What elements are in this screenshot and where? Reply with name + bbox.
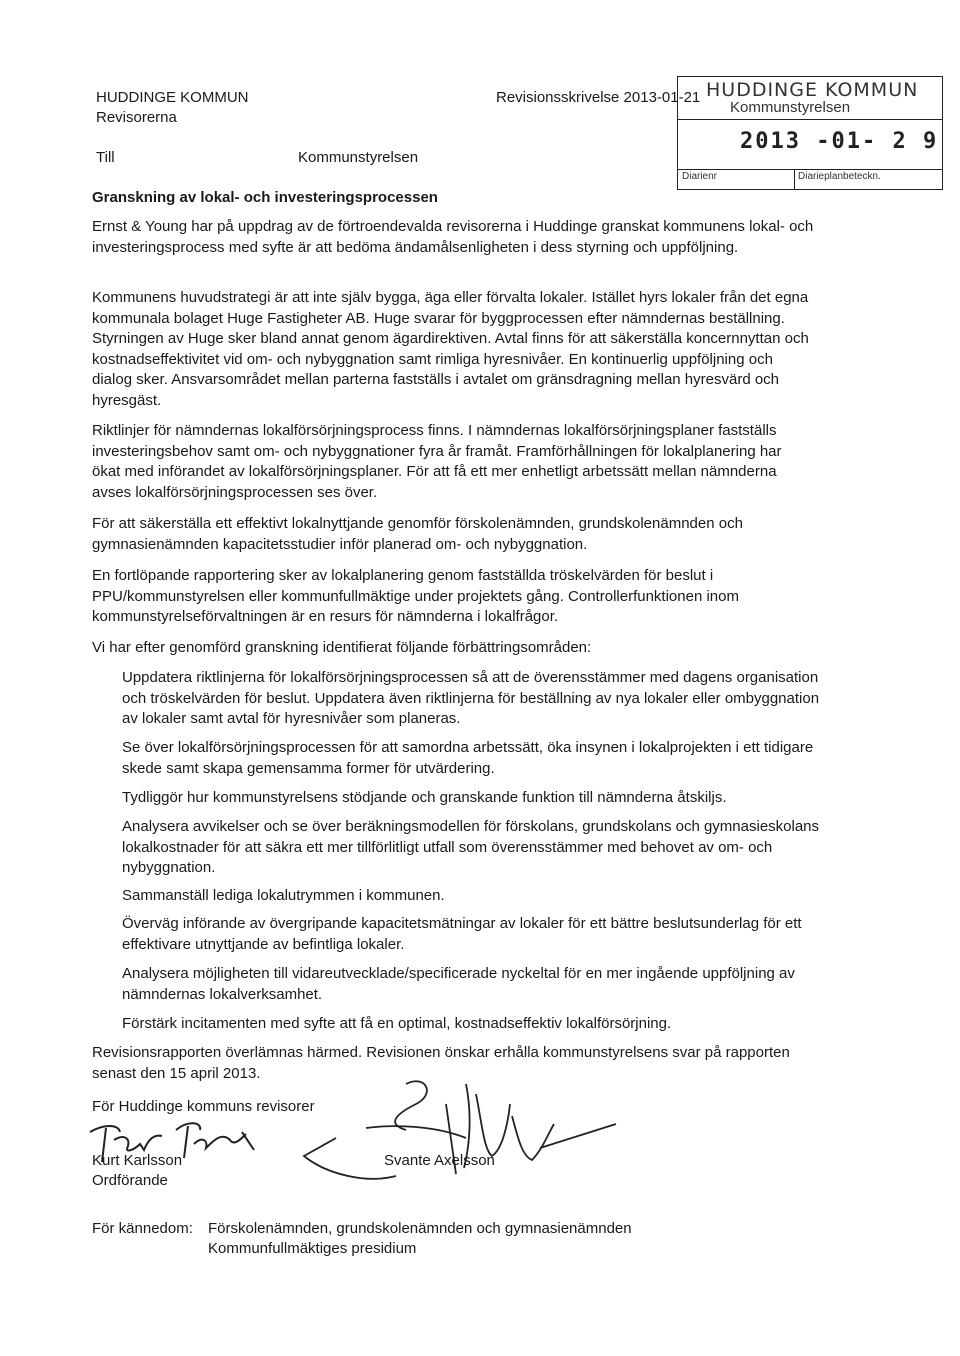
closing-paragraph: Revisionsrapporten överlämnas härmed. Revisionen önskar erhålla kommunstyrelsens svar på rapporten senast den 15 april 2013. — [92, 1044, 790, 1082]
stamp-diarieplan-label: Diarieplanbeteckn. — [798, 171, 881, 182]
department: Revisorerna — [96, 109, 177, 126]
recommendation-item: Analysera möjligheten till vidareutvecklade/specificerade nyckeltal för en mer ingående uppföljning av nämndernas lokalverksamhet. — [122, 965, 795, 1003]
recommendation-item: Analysera avvikelser och se över beräkningsmodellen för förskolans, grundskolans och gymnasieskolans lokalkostnader för att säkra ett mer tillförlitligt utfall som överensstämmer med behovet av om- och nybyggnation. — [122, 818, 820, 876]
stamp-date: 2013 -01- 2 9 — [740, 129, 939, 154]
org-name: HUDDINGE KOMMUN — [96, 89, 249, 106]
recommendation-item: Förstärk incitamenten med syfte att få en optimal, kostnadseffektiv lokalförsörjning. — [122, 1015, 672, 1032]
recommendation-item: Tydliggör hur kommunstyrelsens stödjande och granskande funktion till nämnderna åtskiljs. — [122, 789, 727, 806]
cc-label: För kännedom: — [92, 1220, 193, 1237]
signature-svante-axelsson — [296, 1064, 626, 1194]
body-paragraph: Kommunens huvudstrategi är att inte själv bygga, äga eller förvalta lokaler. Istället hyrs lokaler från det egna kommunala bolaget Huge Fastigheter AB. Huge svarar för byggprocessen efter nämndernas beställning. Styrningen av Huge sker bland annat genom ägardirektiven. Avtal finns för att säkerställa koncernnyttan och kostnadseffektivitet vid om- och nybyggnation samt rimliga hyresnivåer. En kontinuerlig uppföljning och dialog sker. Ansvarsområdet mellan parterna fastställs i avtalet om gränsdragning mellan hyresvärd och hyresgäst. — [92, 289, 809, 409]
recommendation-item: Se över lokalförsörjningsprocessen för att samordna arbetssätt, öka insynen i lokalprojekten i ett tidigare skede samt skapa gemensamma former för utvärdering. — [122, 739, 814, 777]
recommendation-item: Uppdatera riktlinjerna för lokalförsörjningsprocessen så att de överensstämmer med dagens organisation och tröskelvärden för beslut. Uppdatera även riktlinjerna för beställning av nya lokaler eller ombyggnation av lokaler samt avtal för hyresnivåer som planeras. — [122, 669, 820, 727]
stamp-divider — [678, 119, 942, 120]
body-paragraph: En fortlöpande rapportering sker av lokalplanering genom fastställda tröskelvärden för beslut i PPU/kommunstyrelsen eller kommunfullmäktige under projektets gång. Controllerfunktionen inom kommunstyrelseförvaltningen är en resurs för nämnderna i lokalfrågor. — [92, 567, 739, 625]
signatory-name: Svante Axelsson — [384, 1152, 495, 1169]
signatory-role: Ordförande — [92, 1172, 168, 1189]
body-paragraph: Riktlinjer för nämndernas lokalförsörjningsprocess finns. I nämndernas lokalförsörjningsplaner fastställs investeringsbehov samt om- och nybyggnationer fyra år framåt. Framförhållningen för lokalplanering har ökat med införandet av lokalförsörjningsplaner. För att få ett mer enhetligt arbetssätt mellan nämnderna avses lokalförsörjningsprocessen ses över. — [92, 422, 782, 501]
recommendation-item: Sammanställ lediga lokalutrymmen i kommunen. — [122, 887, 445, 904]
recommendation-item: Överväg införande av övergripande kapacitetsmätningar av lokaler för ett bättre beslutsunderlag för ett effektivare utnyttjande av befintliga lokaler. — [122, 915, 802, 953]
body-paragraph: Vi har efter genomförd granskning identifierat följande förbättringsområden: — [92, 639, 592, 656]
stamp-divider — [794, 169, 795, 189]
recipient-label: Till — [96, 149, 115, 166]
signature-intro: För Huddinge kommuns revisorer — [92, 1098, 315, 1115]
stamp-divider — [678, 169, 942, 170]
cc-recipient: Kommunfullmäktiges presidium — [208, 1240, 417, 1257]
stamp-diarienr-label: Diarienr — [682, 171, 718, 182]
stamp-org: HUDDINGE KOMMUN — [706, 79, 919, 101]
signatory-name: Kurt Karlsson — [92, 1152, 183, 1169]
recipient: Kommunstyrelsen — [298, 149, 419, 166]
received-stamp — [677, 76, 943, 190]
cc-recipient: Förskolenämnden, grundskolenämnden och gymnasienämnden — [208, 1220, 632, 1237]
body-paragraph: För att säkerställa ett effektivt lokalnyttjande genomför förskolenämnden, grundskolenämnden och gymnasienämnden kapacitetsstudier inför planerad om- och nybyggnation. — [92, 515, 743, 553]
document-title: Granskning av lokal- och investeringsprocessen — [92, 189, 438, 206]
stamp-unit: Kommunstyrelsen — [730, 99, 851, 116]
body-paragraph: Ernst & Young har på uppdrag av de förtroendevalda revisorerna i Huddinge granskat kommunens lokal- och investeringsprocess med syfte är att bedöma ändamålsenligheten i dess styrning och uppföljning. — [92, 218, 814, 256]
document-type: Revisionsskrivelse 2013-01-21 — [496, 89, 701, 106]
